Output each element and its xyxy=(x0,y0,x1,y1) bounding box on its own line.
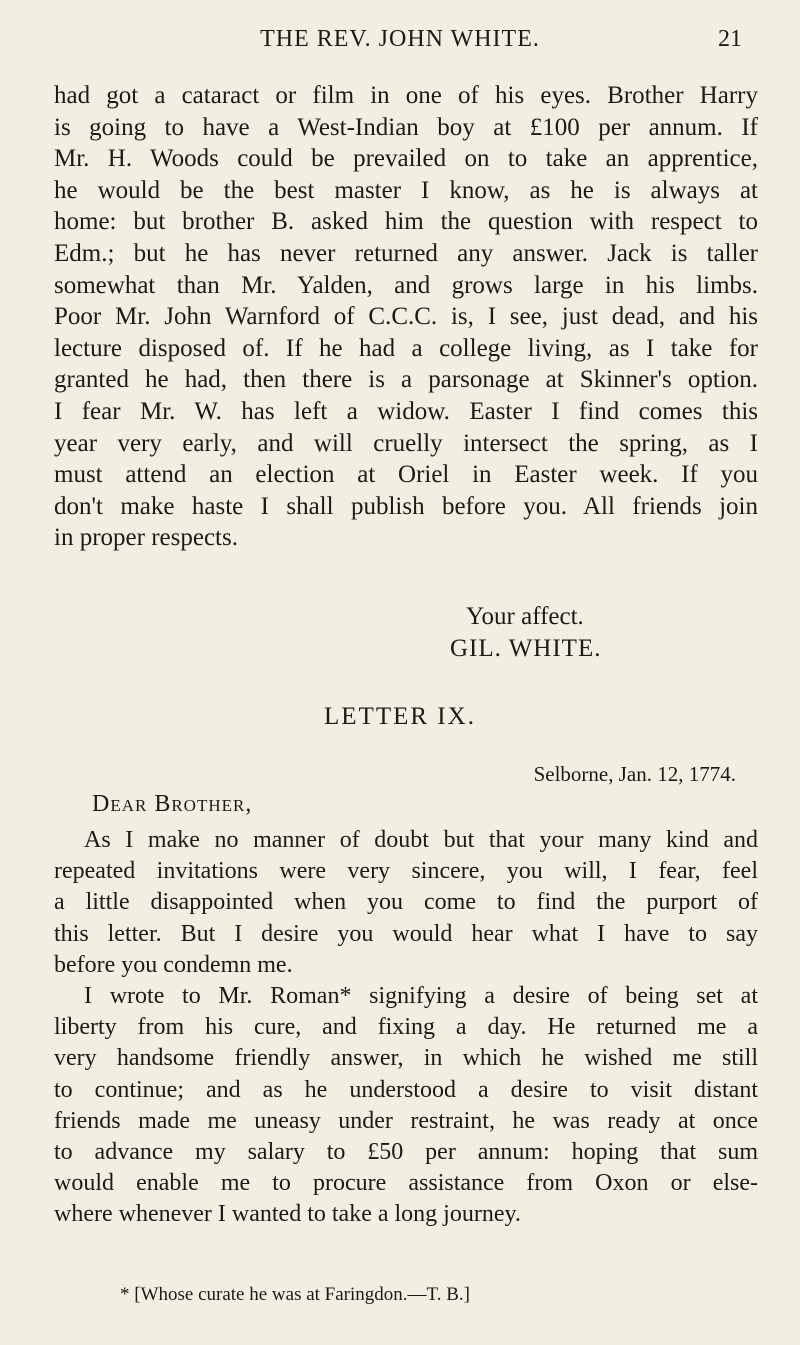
text-line: must attend an election at Oriel in Easter week. If you xyxy=(54,461,758,489)
text-line: As I make no manner of doubt but that your many kind and xyxy=(84,827,758,853)
text-line: he would be the best master I know, as he is always at xyxy=(54,176,758,204)
text-line: I wrote to Mr. Roman* signifying a desire of being set at xyxy=(84,982,758,1009)
text-line: repeated invitations were very sincere, you will, I fear, feel xyxy=(54,858,758,885)
continued-letter-text xyxy=(54,80,758,554)
text-line: very handsome friendly answer, in which he wished me still xyxy=(54,1045,758,1072)
letter-salutation: Dear Brother, xyxy=(92,791,253,817)
text-line: this letter. But I desire you would hear what I have to say xyxy=(54,920,758,947)
text-line: in proper respects. xyxy=(54,524,238,552)
text-line: liberty from his cure, and fixing a day. He returned me a xyxy=(54,1014,758,1041)
running-title: THE REV. JOHN WHITE. xyxy=(260,26,540,52)
text-line: where whenever I wanted to take a long journey. xyxy=(54,1201,521,1228)
text-line: Poor Mr. John Warnford of C.C.C. is, I see, just dead, and his xyxy=(54,303,758,331)
text-line: somewhat than Mr. Yalden, and grows large in his limbs. xyxy=(54,271,758,299)
text-line: Mr. H. Woods could be prevailed on to take an apprentice, xyxy=(54,145,758,173)
letter-body xyxy=(54,825,758,1230)
closing-affection: Your affect. xyxy=(466,603,584,630)
text-line: lecture disposed of. If he had a college living, as I take for xyxy=(54,334,758,362)
text-line: had got a cataract or film in one of his eyes. Brother Harry xyxy=(54,82,758,109)
closing-signature: GIL. WHITE. xyxy=(450,634,602,662)
text-line: before you condemn me. xyxy=(54,951,293,978)
text-line: granted he had, then there is a parsonage at Skinner's option. xyxy=(54,366,758,394)
text-line: is going to have a West-Indian boy at £100 per annum. If xyxy=(54,113,758,141)
text-line: would enable me to procure assistance from Oxon or else- xyxy=(54,1170,758,1197)
letter-dateline: Selborne, Jan. 12, 1774. xyxy=(533,762,736,786)
text-line: friends made me uneasy under restraint, he was ready at once xyxy=(54,1107,758,1134)
text-line: I fear Mr. W. has left a widow. Easter I find comes this xyxy=(54,397,758,425)
footnote: * [Whose curate he was at Faringdon.—T. B.] xyxy=(120,1284,470,1305)
text-line: Edm.; but he has never returned any answer. Jack is taller xyxy=(54,239,758,267)
text-line: home: but brother B. asked him the question with respect to xyxy=(54,208,758,236)
text-line: don't make haste I shall publish before you. All friends join xyxy=(54,492,758,520)
letter-heading: LETTER IX. xyxy=(324,703,476,730)
text-line: a little disappointed when you come to find the purport of xyxy=(54,889,758,916)
page-number: 21 xyxy=(718,26,742,52)
text-line: to advance my salary to £50 per annum: hoping that sum xyxy=(54,1138,758,1165)
text-line: to continue; and as he understood a desire to visit distant xyxy=(54,1076,758,1103)
text-line: year very early, and will cruelly intersect the spring, as I xyxy=(54,429,758,457)
letter-closing xyxy=(450,601,750,664)
running-head xyxy=(0,22,800,62)
